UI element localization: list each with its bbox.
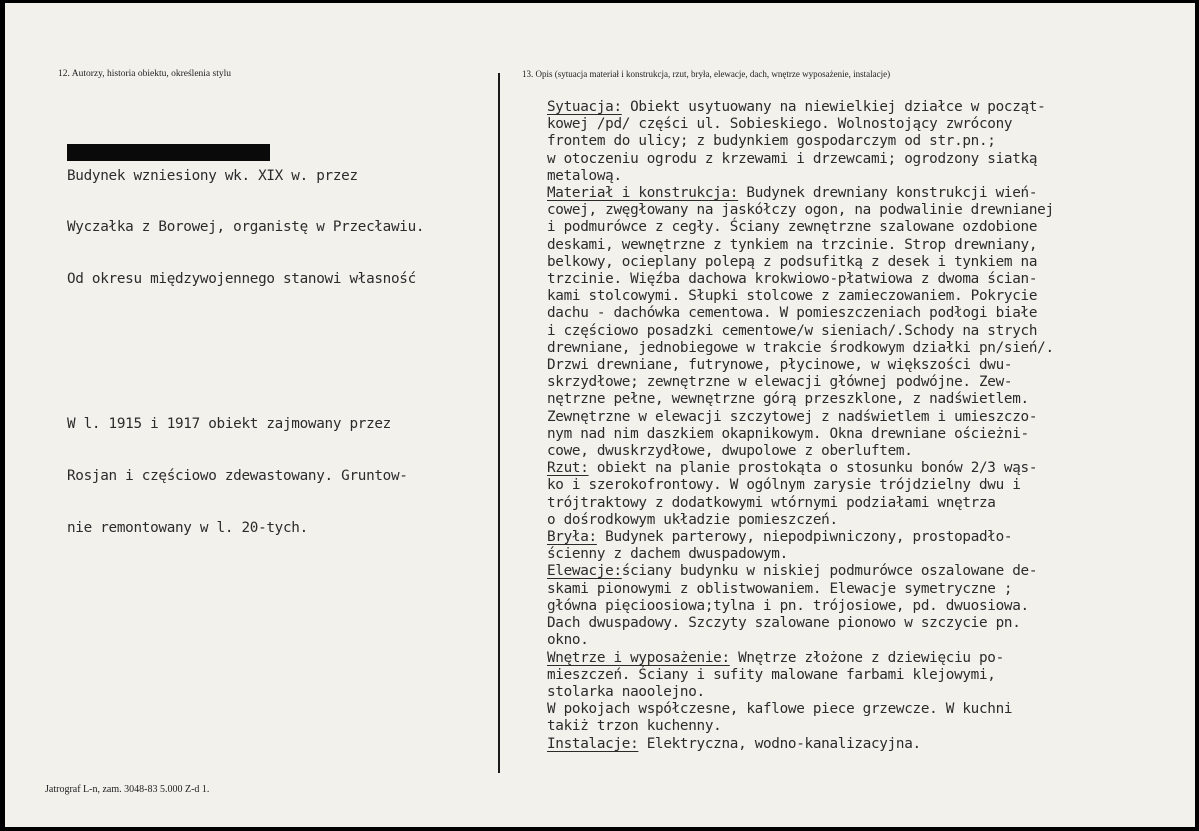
description-text-span: drewniane, jednobiegowe w trakcie środkowym działki pn/sień/.: [547, 339, 1054, 356]
description-line: [547, 357, 1054, 374]
description-line: [547, 116, 1054, 133]
history-line: Wyczałka z Borowej, organistę w Przecławiu.: [67, 219, 425, 236]
description-line: [547, 237, 1054, 254]
description-text-span: nętrzne pełne, wewnętrzne górą przeszklone, z nadświetlem.: [547, 391, 1029, 408]
description-text-span: takiż trzon kuchenny.: [547, 718, 722, 735]
description-text-span: nym nad nim daszkiem okapnikowym. Okna drewniane ościeżni-: [547, 425, 1029, 442]
description-line: [547, 391, 1054, 408]
description-text-span: dachu - dachówka cementowa. W pomieszczeniach podłogi białe: [547, 305, 1038, 322]
section-label: Bryła:: [547, 529, 597, 546]
description-line: [547, 650, 1054, 667]
history-block-2: [67, 382, 424, 571]
description-text-span: cowe, dwuskrzydłowe, dwupolowe z oberluftem.: [547, 443, 913, 460]
description-text-span: W pokojach współczesne, kaflowe piece grzewcze. W kuchni: [547, 701, 1013, 718]
description-text-span: obiekt na planie prostokąta o stosunku bonów 2/3 wąs-: [588, 460, 1038, 477]
description-line: [547, 99, 1054, 116]
description-line: [547, 254, 1054, 271]
description-text-span: i podmurówce z cegły. Ściany zewnętrzne szalowane ozdobione: [547, 219, 1038, 236]
description-line: [547, 615, 1054, 632]
description-text-span: stolarka naoolejno.: [547, 683, 705, 700]
description-line: [547, 718, 1054, 735]
description-text-span: Zewnętrzne w elewacji szczytowej z nadświetlem i umieszczo-: [547, 408, 1038, 425]
section-13-header: 13. Opis (sytuacja materiał i konstrukcja, rzut, bryła, elewacje, dach, wnętrze wyposażenie, instalacje): [522, 69, 891, 79]
description-line: [547, 460, 1054, 477]
description-text-span: trzcinie. Więźba dachowa krokwiowo-płatwiowa z dwoma ścian-: [547, 271, 1038, 288]
description-line: [547, 598, 1054, 615]
description-text-span: główna pięcioosiowa;tylna i pn. trójosiowe, pd. dwuosiowa.: [547, 597, 1029, 614]
description-line: [547, 546, 1054, 563]
description-line: [547, 185, 1054, 202]
description-text-span: cowej, zwęgłowany na jaskółczy ogon, na podwalinie drewnianej: [547, 202, 1054, 219]
section-label: Elewacje:: [547, 563, 622, 580]
description-text-span: i częściowo posadzki cementowe/w sieniach/.Schody na strych: [547, 322, 1038, 339]
description-line: [547, 667, 1054, 684]
description-line: [547, 684, 1054, 701]
description-text-span: w otoczeniu ogrodu z krzewami i drzewcami; ogrodzony siatką: [547, 150, 1038, 167]
description-line: [547, 563, 1054, 580]
description-line: [547, 323, 1054, 340]
description-text-span: trójtraktowy z dodatkowymi wtórnymi podziałami wnętrza: [547, 494, 996, 511]
section-label: Instalacje:: [547, 735, 639, 752]
description-line: [547, 288, 1054, 305]
description-line: [547, 477, 1054, 494]
redaction-bar: [67, 144, 270, 161]
description-text-span: o dośrodkowym układzie pomieszczeń.: [547, 511, 838, 528]
description-line: [547, 426, 1054, 443]
description-line: [547, 219, 1054, 236]
description-line: [547, 701, 1054, 718]
printer-footer: Jatrograf L-n, zam. 3048-83 5.000 Z-d 1.: [45, 784, 210, 795]
description-line: [547, 202, 1054, 219]
description-text: [547, 99, 1054, 753]
description-line: [547, 443, 1054, 460]
history-line: nie remontowany w l. 20-tych.: [67, 519, 308, 536]
description-text-span: Obiekt usytuowany na niewielkiej działce w począt-: [621, 99, 1046, 115]
section-label: Materiał i konstrukcja:: [547, 185, 739, 202]
section-label: Wnętrze i wyposażenie:: [547, 649, 730, 666]
description-line: [547, 133, 1054, 150]
description-line: [547, 581, 1054, 598]
description-line: [547, 340, 1054, 357]
form-sheet: [5, 3, 1195, 827]
description-line: [547, 529, 1054, 546]
description-text-span: Drzwi drewniane, futrynowe, płycinowe, w większości dwu-: [547, 357, 1013, 374]
history-block-1: [67, 133, 424, 322]
description-text-span: Budynek drewniany konstrukcji wień-: [738, 185, 1038, 202]
description-line: [547, 168, 1054, 185]
history-line: Rosjan i częściowo zdewastowany. Gruntow-: [67, 468, 408, 485]
description-line: [547, 495, 1054, 512]
description-line: [547, 512, 1054, 529]
description-text-span: ko i szerokofrontowy. W ogólnym zarysie trójdzielny dwu i: [547, 477, 1021, 494]
description-text-span: frontem do ulicy; z budynkiem gospodarczym od str.pn.;: [547, 133, 996, 150]
description-text-span: okno.: [547, 632, 589, 649]
description-text-span: ścienny z dachem dwuspadowym.: [547, 546, 788, 563]
description-text-span: skrzydłowe; zewnętrzne w elewacji głównej podwójne. Zew-: [547, 374, 1013, 391]
column-divider: [498, 73, 500, 773]
description-text-span: metalową.: [547, 167, 622, 184]
description-text-span: Wnętrze złożone z dziewięciu po-: [729, 649, 1004, 666]
description-line: [547, 632, 1054, 649]
description-line: [547, 736, 1054, 753]
section-12-header: 12. Autorzy, historia obiektu, określenia stylu: [58, 69, 231, 79]
description-line: [547, 305, 1054, 322]
history-line: Od okresu międzywojennego stanowi własność: [67, 271, 416, 288]
section-label: Rzut:: [547, 460, 589, 477]
description-text-span: kowej /pd/ części ul. Sobieskiego. Wolnostojący zwrócony: [547, 116, 1013, 133]
description-text-span: mieszczeń. Ściany i sufity malowane farbami klejowymi,: [547, 666, 996, 683]
description-line: [547, 374, 1054, 391]
history-line: W l. 1915 i 1917 obiekt zajmowany przez: [67, 416, 391, 433]
description-text-span: kami stolcowymi. Słupki stolcowe z zamieczowaniem. Pokrycie: [547, 288, 1038, 305]
history-text: [67, 99, 424, 606]
description-text-span: ściany budynku w niskiej podmurówce oszalowane de-: [621, 563, 1038, 580]
history-line: Budynek wzniesiony wk. XIX w. przez: [67, 167, 358, 184]
description-text-span: Budynek parterowy, niepodpiwniczony, prostopadło-: [596, 529, 1013, 546]
description-text-span: deskami, wewnętrzne z tynkiem na trzcinie. Strop drewniany,: [547, 236, 1038, 253]
description-text-span: Elektryczna, wodno-kanalizacyjna.: [638, 735, 921, 752]
description-text-span: skami pionowymi z oblistwowaniem. Elewacje symetryczne ;: [547, 580, 1013, 597]
description-text-span: belkowy, ocieplany polepą z podsufitką z desek i tynkiem na: [547, 253, 1038, 270]
description-line: [547, 409, 1054, 426]
description-text-span: Dach dwuspadowy. Szczyty szalowane pionowo w szczycie pn.: [547, 615, 1021, 632]
description-line: [547, 271, 1054, 288]
description-line: [547, 151, 1054, 168]
section-label: Sytuacja:: [547, 99, 622, 115]
